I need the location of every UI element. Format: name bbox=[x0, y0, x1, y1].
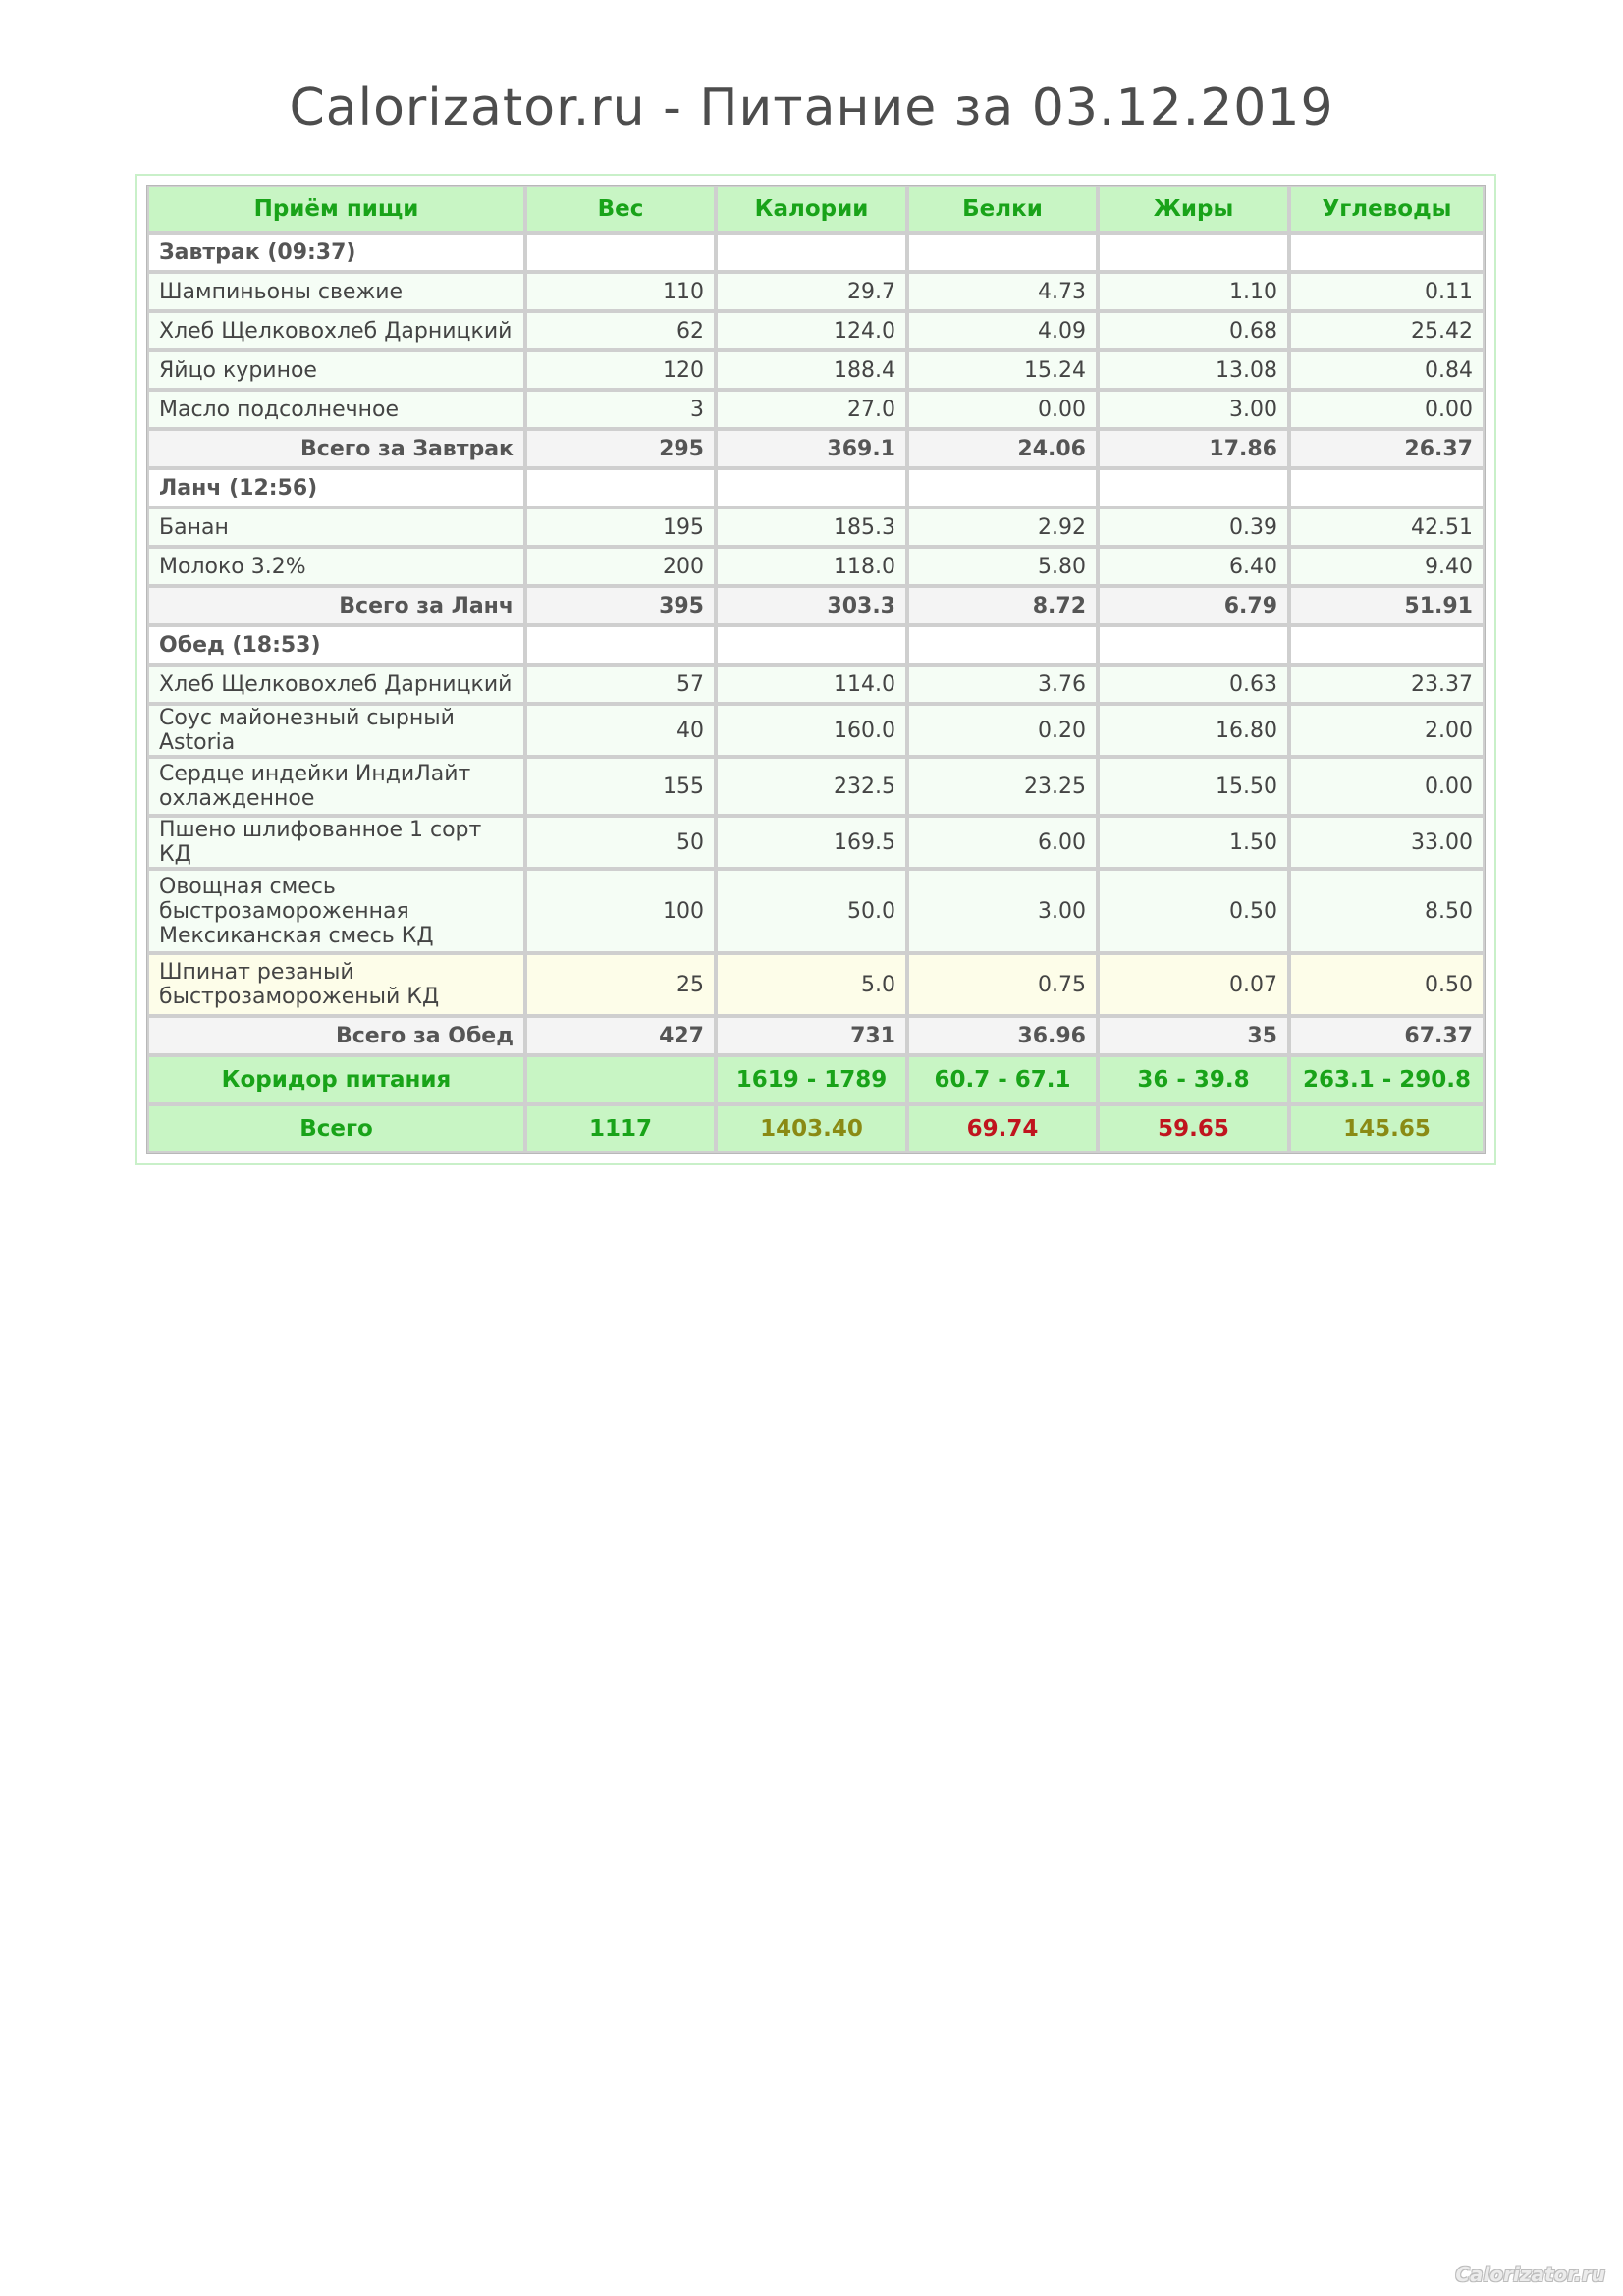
table-row bbox=[147, 665, 1485, 704]
food-carbs: 33.00 bbox=[1289, 816, 1485, 869]
food-calories: 50.0 bbox=[716, 869, 907, 953]
corridor-protein: 60.7 - 67.1 bbox=[907, 1055, 1098, 1104]
subtotal-weight: 295 bbox=[525, 429, 716, 468]
food-weight: 195 bbox=[525, 507, 716, 547]
food-carbs: 25.42 bbox=[1289, 311, 1485, 350]
food-fat: 0.07 bbox=[1098, 953, 1289, 1016]
food-fat: 6.40 bbox=[1098, 547, 1289, 586]
table-row bbox=[147, 704, 1485, 757]
table-row bbox=[147, 507, 1485, 547]
table-header-row bbox=[147, 186, 1485, 233]
meal-heading: Ланч (12:56) bbox=[147, 468, 525, 507]
food-fat: 0.63 bbox=[1098, 665, 1289, 704]
food-weight: 57 bbox=[525, 665, 716, 704]
meal-heading-row bbox=[147, 233, 1485, 272]
food-calories: 185.3 bbox=[716, 507, 907, 547]
subtotal-label: Всего за Завтрак bbox=[147, 429, 525, 468]
page-title: Calorizator.ru - Питание за 03.12.2019 bbox=[289, 79, 1334, 137]
food-protein: 6.00 bbox=[907, 816, 1098, 869]
column-header-carbs: Углеводы bbox=[1289, 186, 1485, 233]
corridor-fat: 36 - 39.8 bbox=[1098, 1055, 1289, 1104]
column-header-fat: Жиры bbox=[1098, 186, 1289, 233]
food-calories: 232.5 bbox=[716, 757, 907, 816]
column-header-meal: Приём пищи bbox=[147, 186, 525, 233]
food-weight: 200 bbox=[525, 547, 716, 586]
subtotal-fat: 17.86 bbox=[1098, 429, 1289, 468]
food-weight: 3 bbox=[525, 390, 716, 429]
food-protein: 0.20 bbox=[907, 704, 1098, 757]
food-carbs: 9.40 bbox=[1289, 547, 1485, 586]
food-weight: 110 bbox=[525, 272, 716, 311]
food-fat: 3.00 bbox=[1098, 390, 1289, 429]
food-calories: 160.0 bbox=[716, 704, 907, 757]
food-weight: 50 bbox=[525, 816, 716, 869]
food-weight: 100 bbox=[525, 869, 716, 953]
total-carbs: 145.65 bbox=[1289, 1104, 1485, 1153]
food-name: Сердце индейки ИндиЛайт охлажденное bbox=[147, 757, 525, 816]
food-name: Хлеб Щелковохлеб Дарницкий bbox=[147, 665, 525, 704]
subtotal-weight: 427 bbox=[525, 1016, 716, 1055]
subtotal-weight: 395 bbox=[525, 586, 716, 625]
subtotal-label: Всего за Ланч bbox=[147, 586, 525, 625]
subtotal-calories: 731 bbox=[716, 1016, 907, 1055]
corridor-weight bbox=[525, 1055, 716, 1104]
total-weight: 1117 bbox=[525, 1104, 716, 1153]
food-fat: 15.50 bbox=[1098, 757, 1289, 816]
food-protein: 23.25 bbox=[907, 757, 1098, 816]
meal-heading-row bbox=[147, 625, 1485, 665]
food-protein: 0.75 bbox=[907, 953, 1098, 1016]
meal-heading: Обед (18:53) bbox=[147, 625, 525, 665]
food-carbs: 0.00 bbox=[1289, 390, 1485, 429]
food-protein: 3.00 bbox=[907, 869, 1098, 953]
subtotal-label: Всего за Обед bbox=[147, 1016, 525, 1055]
food-protein: 0.00 bbox=[907, 390, 1098, 429]
grand-total-row bbox=[147, 1104, 1485, 1153]
food-carbs: 2.00 bbox=[1289, 704, 1485, 757]
meal-subtotal-row bbox=[147, 1016, 1485, 1055]
food-carbs: 0.00 bbox=[1289, 757, 1485, 816]
corridor-carbs: 263.1 - 290.8 bbox=[1289, 1055, 1485, 1104]
food-calories: 5.0 bbox=[716, 953, 907, 1016]
food-name: Шпинат резаный быстрозамороженый КД bbox=[147, 953, 525, 1016]
meal-heading: Завтрак (09:37) bbox=[147, 233, 525, 272]
corridor-label: Коридор питания bbox=[147, 1055, 525, 1104]
food-name: Хлеб Щелковохлеб Дарницкий bbox=[147, 311, 525, 350]
table-row bbox=[147, 953, 1485, 1016]
table-row bbox=[147, 390, 1485, 429]
food-calories: 124.0 bbox=[716, 311, 907, 350]
food-fat: 13.08 bbox=[1098, 350, 1289, 390]
subtotal-carbs: 26.37 bbox=[1289, 429, 1485, 468]
food-protein: 15.24 bbox=[907, 350, 1098, 390]
total-calories: 1403.40 bbox=[716, 1104, 907, 1153]
food-name: Овощная смесь быстрозамороженная Мексиканская смесь КД bbox=[147, 869, 525, 953]
food-calories: 29.7 bbox=[716, 272, 907, 311]
food-protein: 4.73 bbox=[907, 272, 1098, 311]
food-name: Масло подсолнечное bbox=[147, 390, 525, 429]
subtotal-carbs: 67.37 bbox=[1289, 1016, 1485, 1055]
table-row bbox=[147, 869, 1485, 953]
subtotal-calories: 369.1 bbox=[716, 429, 907, 468]
subtotal-protein: 24.06 bbox=[907, 429, 1098, 468]
food-calories: 188.4 bbox=[716, 350, 907, 390]
food-fat: 0.68 bbox=[1098, 311, 1289, 350]
food-carbs: 42.51 bbox=[1289, 507, 1485, 547]
meal-heading-row bbox=[147, 468, 1485, 507]
table-row bbox=[147, 816, 1485, 869]
table-row bbox=[147, 350, 1485, 390]
subtotal-carbs: 51.91 bbox=[1289, 586, 1485, 625]
food-weight: 155 bbox=[525, 757, 716, 816]
food-name: Молоко 3.2% bbox=[147, 547, 525, 586]
meal-subtotal-row bbox=[147, 429, 1485, 468]
food-name: Банан bbox=[147, 507, 525, 547]
subtotal-protein: 8.72 bbox=[907, 586, 1098, 625]
food-protein: 5.80 bbox=[907, 547, 1098, 586]
food-weight: 62 bbox=[525, 311, 716, 350]
food-name: Пшено шлифованное 1 сорт КД bbox=[147, 816, 525, 869]
food-protein: 4.09 bbox=[907, 311, 1098, 350]
food-weight: 40 bbox=[525, 704, 716, 757]
total-protein: 69.74 bbox=[907, 1104, 1098, 1153]
food-carbs: 0.84 bbox=[1289, 350, 1485, 390]
column-header-protein: Белки bbox=[907, 186, 1098, 233]
food-calories: 118.0 bbox=[716, 547, 907, 586]
food-calories: 27.0 bbox=[716, 390, 907, 429]
food-protein: 2.92 bbox=[907, 507, 1098, 547]
food-fat: 1.10 bbox=[1098, 272, 1289, 311]
subtotal-fat: 35 bbox=[1098, 1016, 1289, 1055]
subtotal-fat: 6.79 bbox=[1098, 586, 1289, 625]
food-carbs: 23.37 bbox=[1289, 665, 1485, 704]
food-name: Яйцо куриное bbox=[147, 350, 525, 390]
food-carbs: 0.11 bbox=[1289, 272, 1485, 311]
meal-subtotal-row bbox=[147, 586, 1485, 625]
food-fat: 0.39 bbox=[1098, 507, 1289, 547]
food-calories: 169.5 bbox=[716, 816, 907, 869]
watermark-logo: Calorizator.ru bbox=[1455, 2263, 1605, 2286]
nutrition-corridor-row bbox=[147, 1055, 1485, 1104]
food-name: Шампиньоны свежие bbox=[147, 272, 525, 311]
subtotal-calories: 303.3 bbox=[716, 586, 907, 625]
total-fat: 59.65 bbox=[1098, 1104, 1289, 1153]
food-calories: 114.0 bbox=[716, 665, 907, 704]
table-row bbox=[147, 311, 1485, 350]
food-fat: 16.80 bbox=[1098, 704, 1289, 757]
table-row bbox=[147, 272, 1485, 311]
food-weight: 25 bbox=[525, 953, 716, 1016]
food-weight: 120 bbox=[525, 350, 716, 390]
nutrition-table bbox=[146, 185, 1486, 1154]
subtotal-protein: 36.96 bbox=[907, 1016, 1098, 1055]
table-row bbox=[147, 757, 1485, 816]
food-name: Соус майонезный сырный Astoria bbox=[147, 704, 525, 757]
food-carbs: 0.50 bbox=[1289, 953, 1485, 1016]
food-protein: 3.76 bbox=[907, 665, 1098, 704]
total-label: Всего bbox=[147, 1104, 525, 1153]
table-row bbox=[147, 547, 1485, 586]
column-header-weight: Вес bbox=[525, 186, 716, 233]
corridor-calories: 1619 - 1789 bbox=[716, 1055, 907, 1104]
food-fat: 0.50 bbox=[1098, 869, 1289, 953]
nutrition-table-frame bbox=[135, 174, 1496, 1165]
food-carbs: 8.50 bbox=[1289, 869, 1485, 953]
food-fat: 1.50 bbox=[1098, 816, 1289, 869]
column-header-calories: Калории bbox=[716, 186, 907, 233]
